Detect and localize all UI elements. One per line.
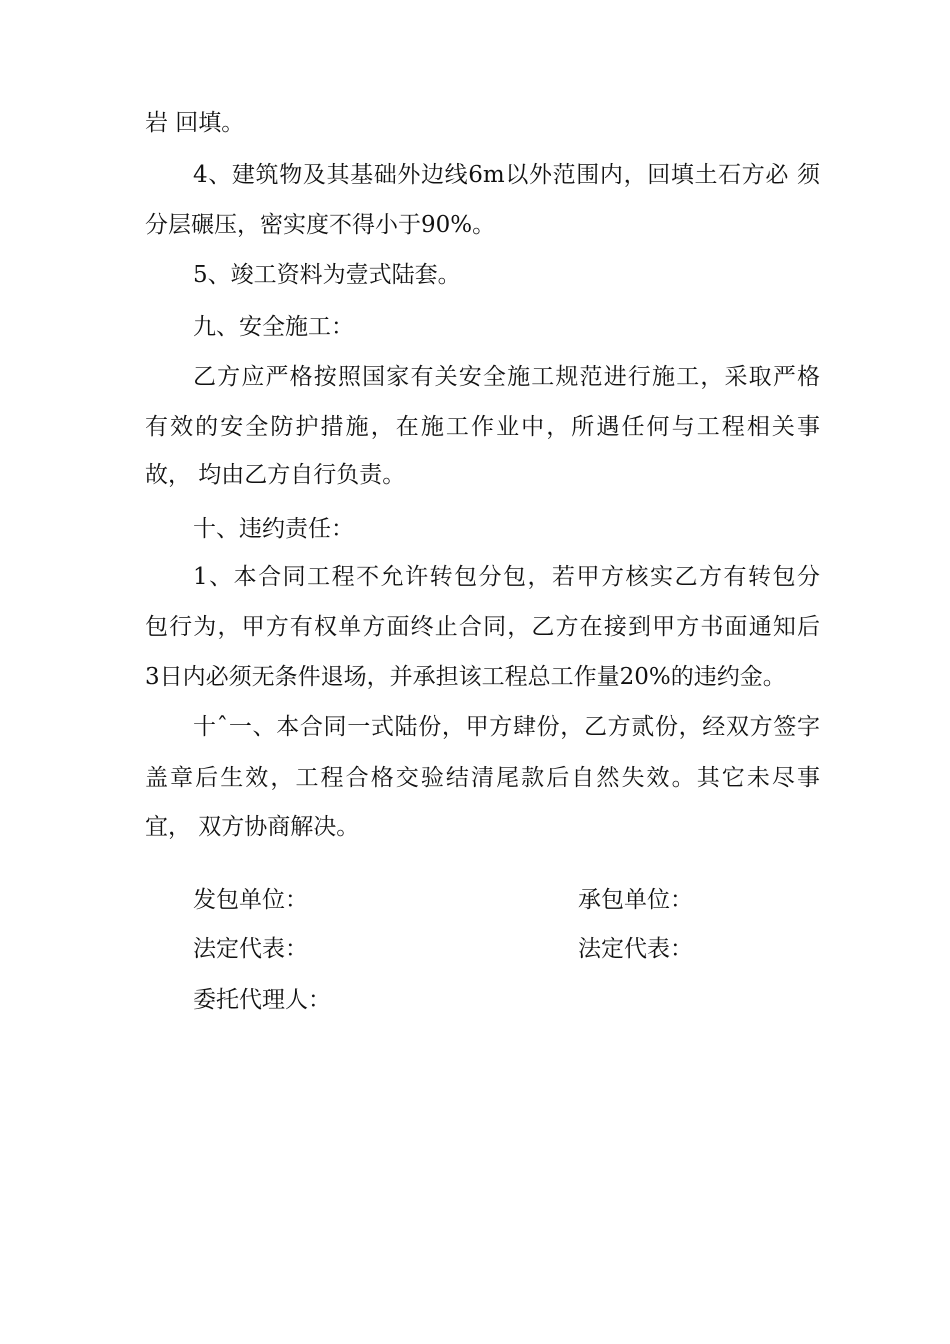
text-line: 岩 回填。 xyxy=(145,110,245,136)
clause-4: 4、建筑物及其基础外边线6m以外范围内，回填土石方必 须 xyxy=(193,162,820,188)
text-line: 故， 均由乙方自行负责。 xyxy=(145,462,406,488)
text-line: 宜， 双方协商解决。 xyxy=(145,814,360,840)
clause-5: 5、竣工资料为壹式陆套。 xyxy=(193,262,461,288)
issuer-rep-label: 法定代表： xyxy=(193,936,308,962)
text-line: 包行为，甲方有权单方面终止合同，乙方在接到甲方书面通知后 xyxy=(145,614,820,640)
agent-label: 委托代理人： xyxy=(193,987,331,1013)
contractor-rep-label: 法定代表： xyxy=(578,936,693,962)
text-line: 有效的安全防护措施，在施工作业中，所遇任何与工程相关事 xyxy=(145,414,820,440)
contractor-unit-label: 承包单位： xyxy=(578,887,693,913)
text-line: 3日内必须无条件退场，并承担该工程总工作量20%的违约金。 xyxy=(145,664,786,690)
section-heading-liability: 十、违约责任： xyxy=(193,516,354,542)
clause-1: 1、本合同工程不允许转包分包，若甲方核实乙方有转包分 xyxy=(193,564,820,590)
issuer-unit-label: 发包单位： xyxy=(193,887,308,913)
section-heading-safety: 九、安全施工： xyxy=(193,314,354,340)
section-eleven: 十ˆ一、本合同一式陆份，甲方肆份，乙方贰份，经双方签字 xyxy=(193,714,820,740)
text-line: 分层碾压，密实度不得小于90%。 xyxy=(145,212,496,238)
text-line: 乙方应严格按照国家有关安全施工规范进行施工，采取严格 xyxy=(193,364,820,390)
text-line: 盖章后生效，工程合格交验结清尾款后自然失效。其它未尽事 xyxy=(145,765,820,791)
